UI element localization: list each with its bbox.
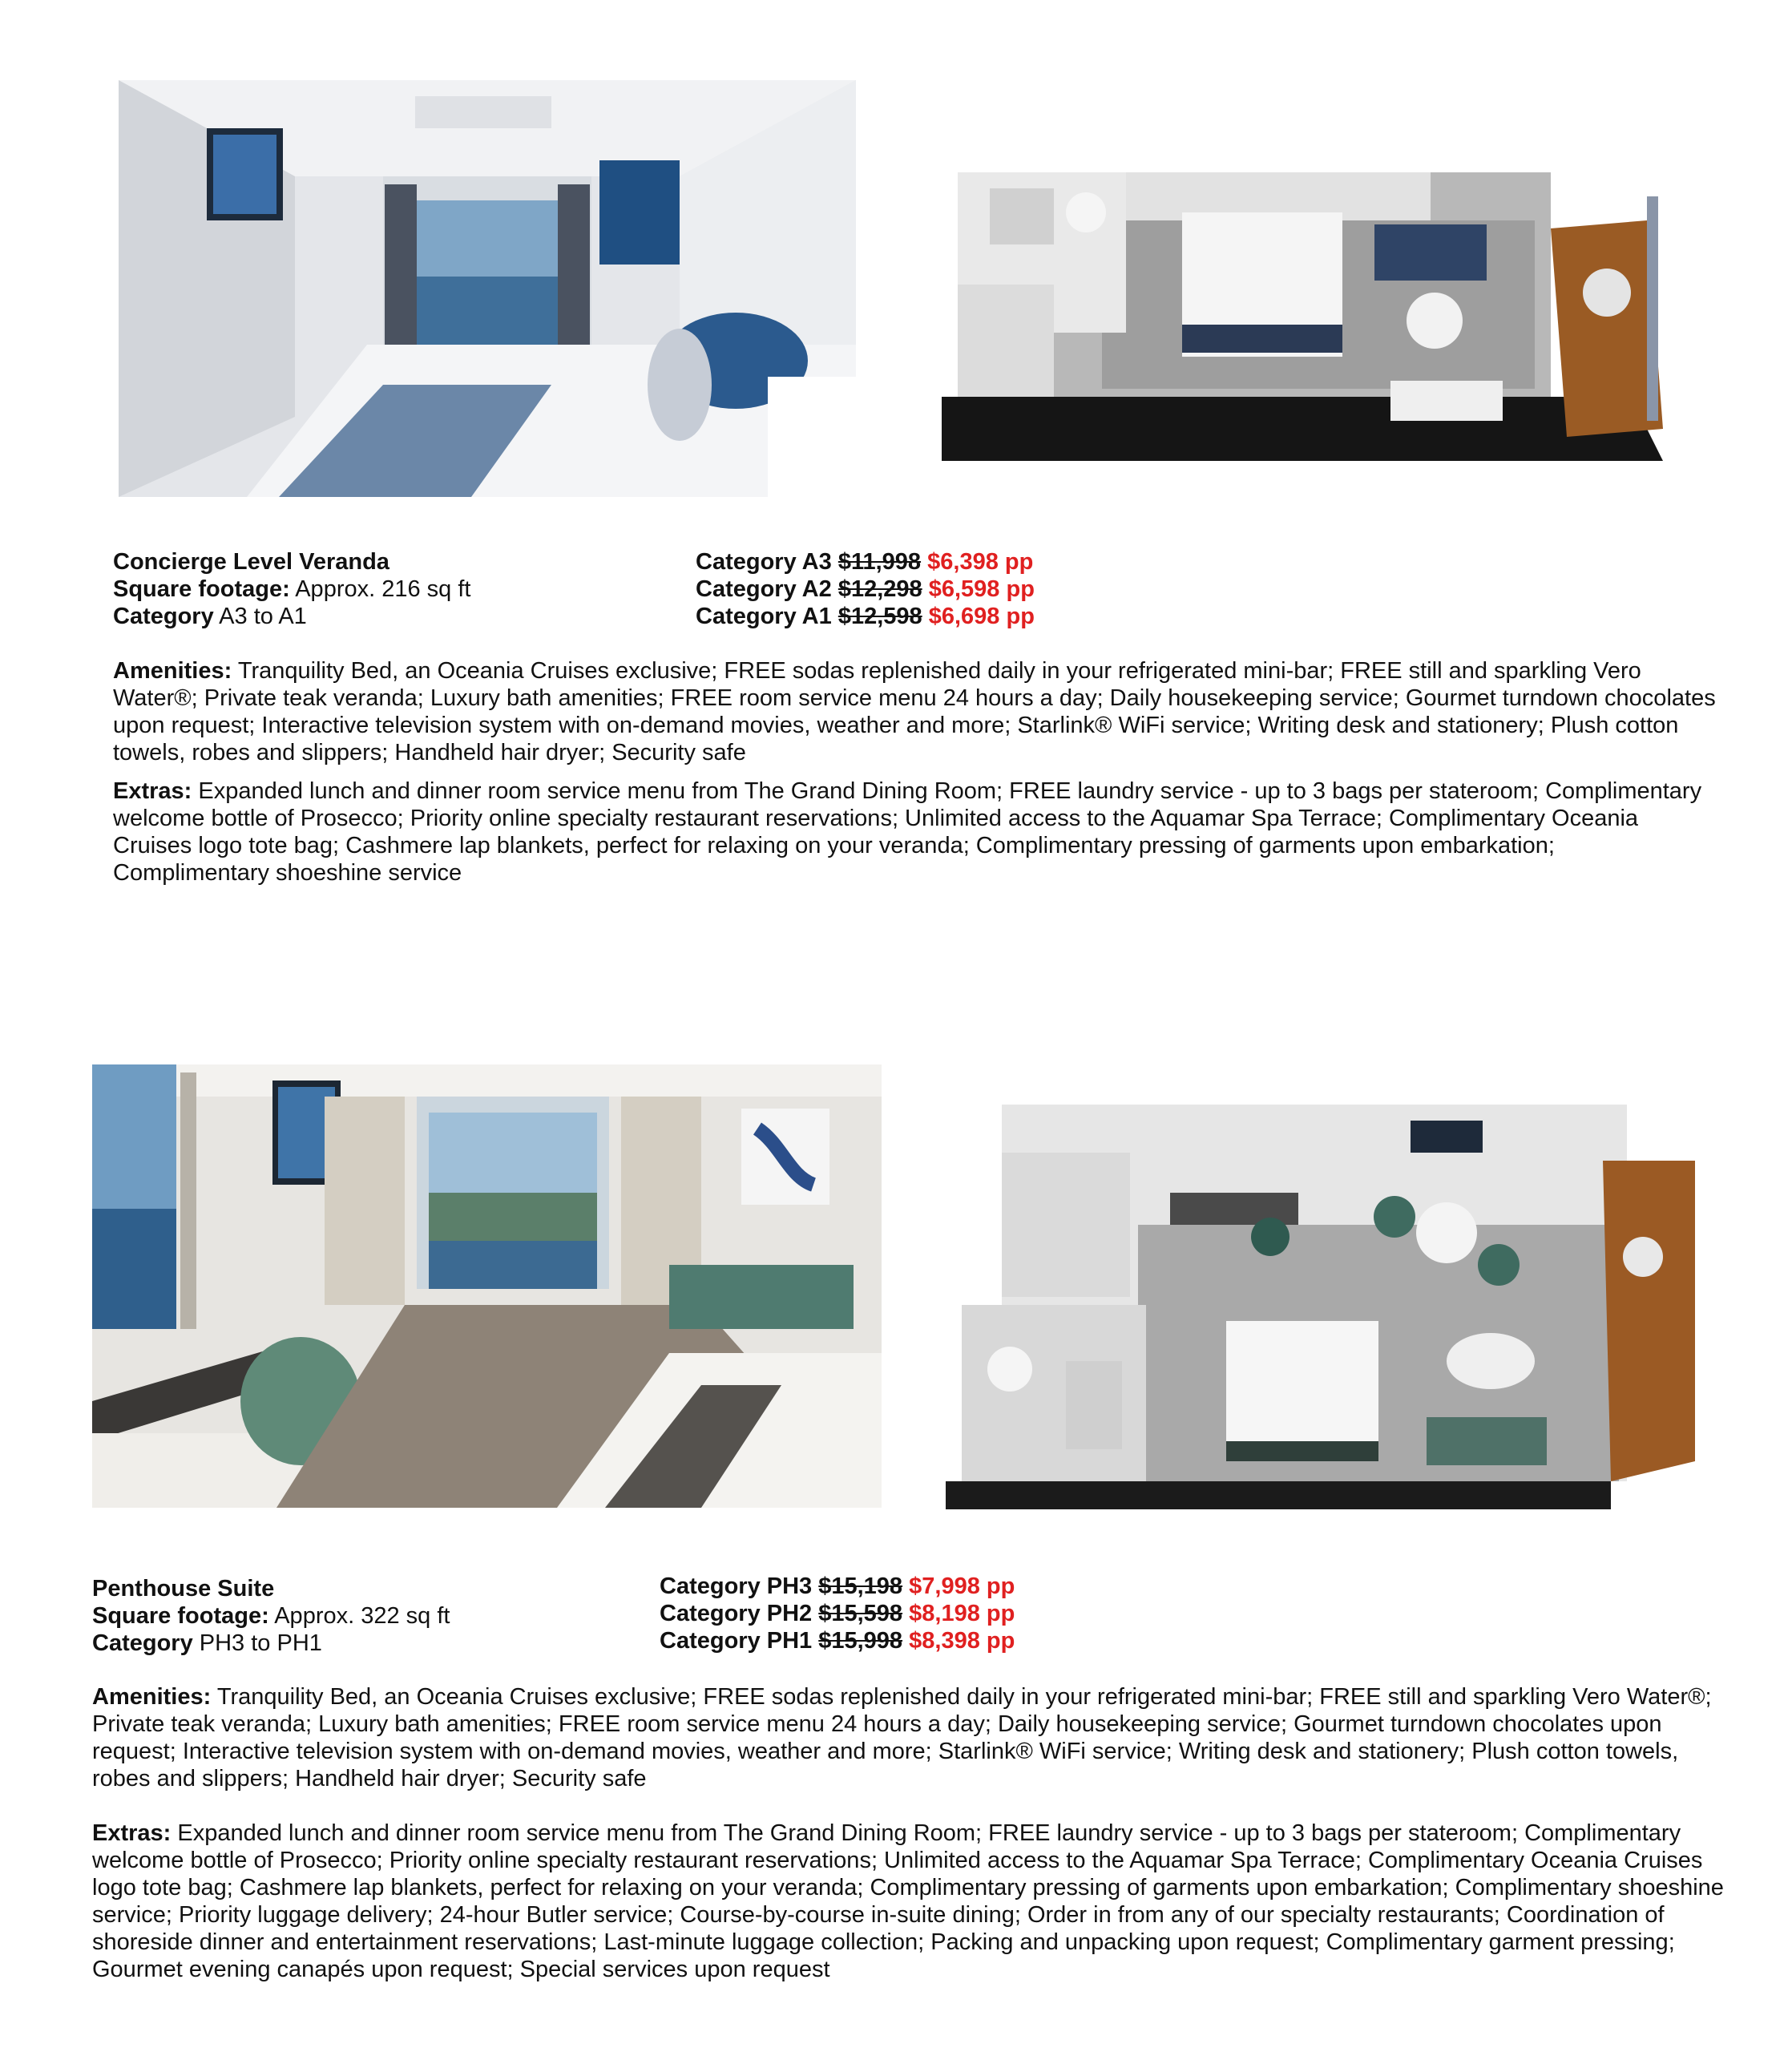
amenities-label: Amenities: bbox=[92, 1684, 212, 1710]
section-1-header bbox=[113, 548, 470, 630]
category-range: A3 to A1 bbox=[219, 604, 307, 629]
price-category: Category PH1 bbox=[660, 1628, 813, 1654]
square-footage-label: Square footage: bbox=[92, 1603, 269, 1629]
price-now: $8,198 pp bbox=[909, 1601, 1015, 1626]
square-footage-value: Approx. 322 sq ft bbox=[274, 1603, 450, 1629]
section-2-amenities bbox=[92, 1683, 1735, 1792]
price-category: Category PH3 bbox=[660, 1573, 813, 1599]
penthouse-suite-photo bbox=[92, 1064, 882, 1508]
section-1-extras bbox=[113, 778, 1716, 887]
section-1-title: Concierge Level Veranda bbox=[113, 549, 389, 575]
price-row bbox=[696, 548, 1035, 576]
extras-label: Extras: bbox=[113, 778, 192, 804]
price-category: Category A2 bbox=[696, 576, 832, 602]
section-2-title: Penthouse Suite bbox=[92, 1576, 275, 1602]
section-2-prices bbox=[660, 1573, 1015, 1654]
price-category: Category A1 bbox=[696, 604, 832, 629]
price-category: Category PH2 bbox=[660, 1601, 813, 1626]
section-1-prices bbox=[696, 548, 1035, 630]
price-was: $12,598 bbox=[837, 604, 922, 629]
section-2-header bbox=[92, 1575, 450, 1657]
price-now: $8,398 pp bbox=[909, 1628, 1015, 1654]
price-row bbox=[660, 1573, 1015, 1600]
price-was: $15,598 bbox=[818, 1601, 903, 1626]
price-category: Category A3 bbox=[696, 549, 832, 575]
square-footage-value: Approx. 216 sq ft bbox=[295, 576, 471, 602]
price-now: $6,398 pp bbox=[927, 549, 1034, 575]
amenities-text: Tranquility Bed, an Oceania Cruises exclusive; FREE sodas replenished daily in your refrigerated mini-bar; FREE still and sparkling Vero Water®; Private teak veranda; Luxury bath amenities; FREE room service menu 24 hours a day; Daily housekeeping service; Gourmet turndown chocolates upon request; Interactive television system with on-demand movies, weather and more; Starlink® WiFi service; Writing desk and stationery; Plush cotton towels, robes and slippers; Handheld hair dryer; Security safe bbox=[92, 1684, 1712, 1791]
price-row bbox=[696, 576, 1035, 603]
price-now: $6,598 pp bbox=[928, 576, 1035, 602]
price-row bbox=[696, 603, 1035, 630]
price-was: $11,998 bbox=[837, 549, 922, 575]
square-footage-label: Square footage: bbox=[113, 576, 290, 602]
extras-text: Expanded lunch and dinner room service menu from The Grand Dining Room; FREE laundry service - up to 3 bags per stateroom; Complimentary welcome bottle of Prosecco; Priority online specialty restaurant reservations; Unlimited access to the Aquamar Spa Terrace; Complimentary Oceania Cruises logo tote bag; Cashmere lap blankets, perfect for relaxing on your veranda; Complimentary pressing of garments upon embarkation; Complimentary shoeshine service bbox=[113, 778, 1702, 886]
category-label: Category bbox=[113, 604, 214, 629]
price-was: $15,198 bbox=[818, 1573, 903, 1599]
penthouse-floorplan bbox=[946, 1105, 1695, 1509]
price-was: $12,298 bbox=[837, 576, 922, 602]
category-range: PH3 to PH1 bbox=[199, 1630, 322, 1656]
amenities-label: Amenities: bbox=[113, 658, 232, 684]
section-1-amenities bbox=[113, 657, 1716, 766]
veranda-stateroom-photo bbox=[119, 80, 856, 497]
price-was: $15,998 bbox=[818, 1628, 903, 1654]
amenities-text: Tranquility Bed, an Oceania Cruises exclusive; FREE sodas replenished daily in your refrigerated mini-bar; FREE still and sparkling Vero Water®; Private teak veranda; Luxury bath amenities; FREE room service menu 24 hours a day; Daily housekeeping service; Gourmet turndown chocolates upon request; Interactive television system with on-demand movies, weather and more; Starlink® WiFi service; Writing desk and stationery; Plush cotton towels, robes and slippers; Handheld hair dryer; Security safe bbox=[113, 658, 1716, 765]
extras-label: Extras: bbox=[92, 1820, 172, 1846]
price-now: $7,998 pp bbox=[909, 1573, 1015, 1599]
section-2-extras bbox=[92, 1820, 1735, 1983]
price-row bbox=[660, 1627, 1015, 1654]
veranda-floorplan bbox=[942, 164, 1687, 469]
category-label: Category bbox=[92, 1630, 193, 1656]
price-now: $6,698 pp bbox=[928, 604, 1035, 629]
price-row bbox=[660, 1600, 1015, 1627]
extras-text: Expanded lunch and dinner room service menu from The Grand Dining Room; FREE laundry service - up to 3 bags per stateroom; Complimentary welcome bottle of Prosecco; Priority online specialty restaurant reservations; Unlimited access to the Aquamar Spa Terrace; Complimentary Oceania Cruises logo tote bag; Cashmere lap blankets, perfect for relaxing on your veranda; Complimentary pressing of garments upon embarkation; Complimentary shoeshine service; Priority luggage delivery; 24-hour Butler service; Course-by-course in-suite dining; Order in from any of our specialty restaurants; Coordination of shoreside dinner and entertainment reservations; Last-minute luggage collection; Packing and unpacking upon request; Complimentary garment pressing; Gourmet evening canapés upon request; Special services upon request bbox=[92, 1820, 1724, 1982]
